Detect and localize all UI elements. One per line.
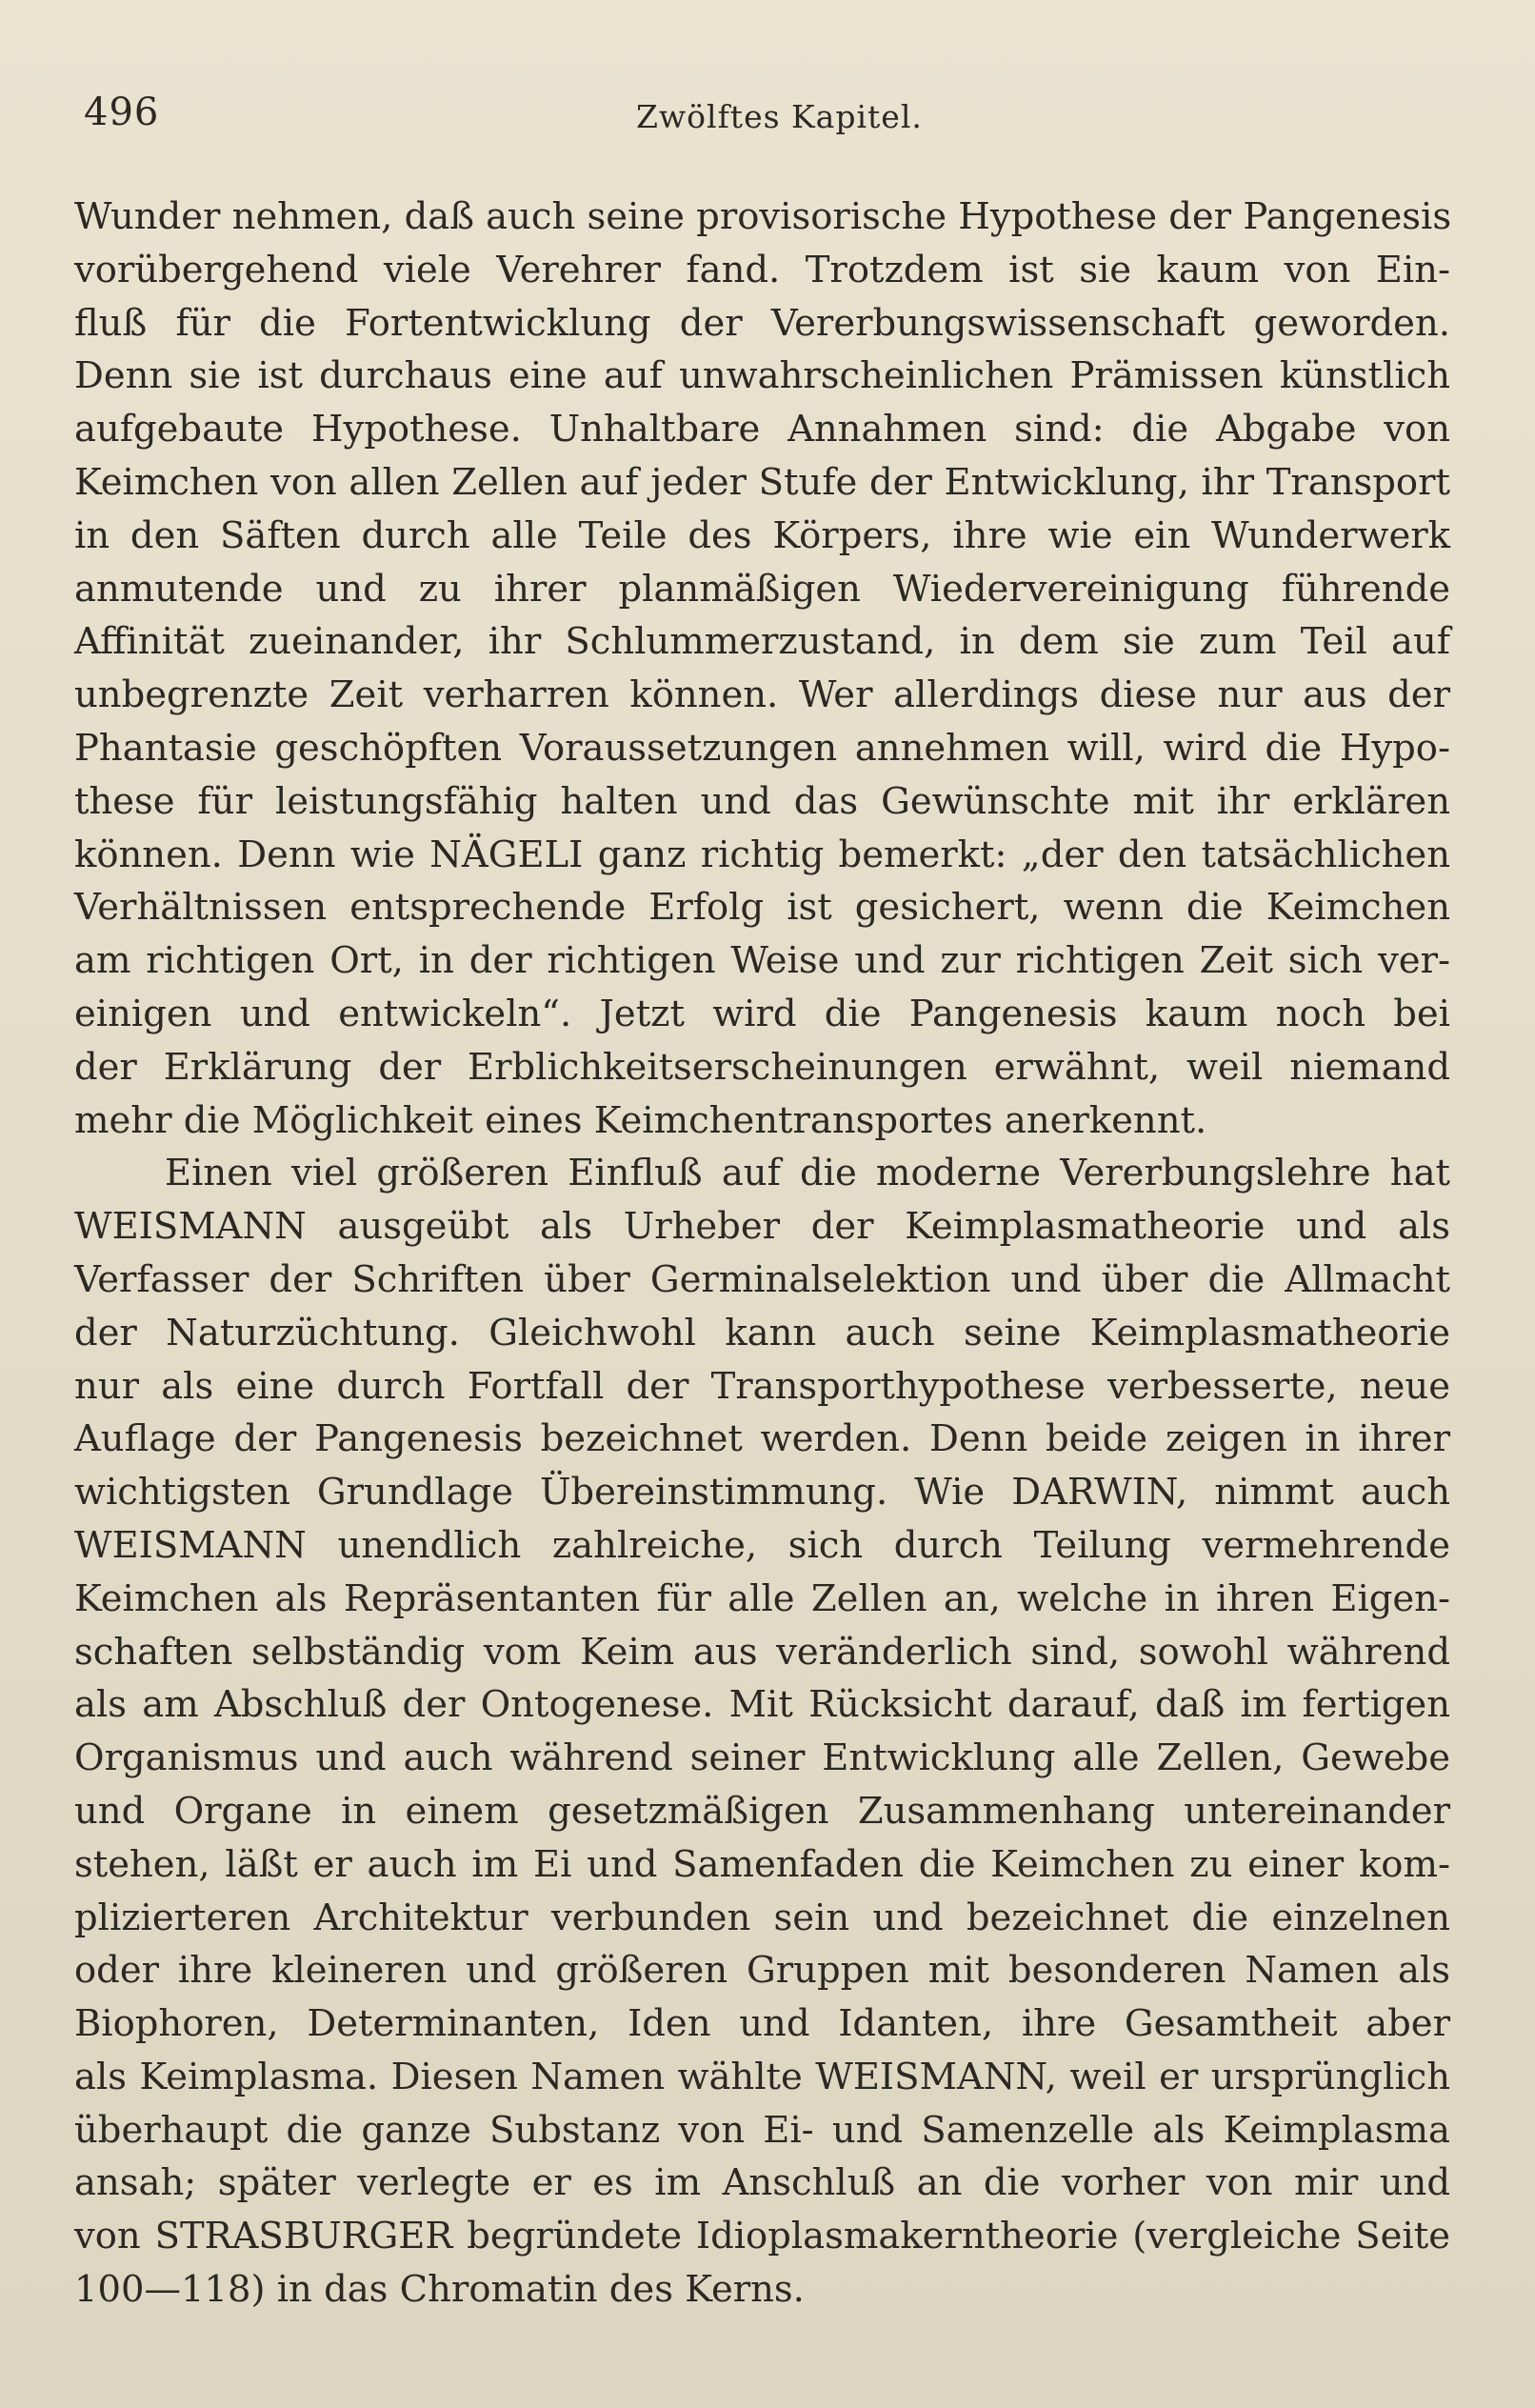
- text-line: WEISMANN ausgeübt als Urheber der Keimplasmatheorie und als: [74, 1205, 1450, 1249]
- text-line: oder ihre kleineren und größeren Gruppen mit besonderen Namen als: [74, 1949, 1450, 1993]
- text-line: am richtigen Ort, in der richtigen Weise und zur richtigen Zeit sich ver-: [74, 939, 1450, 983]
- body-text: [74, 191, 1450, 2317]
- text-line: unbegrenzte Zeit verharren können. Wer allerdings diese nur aus der: [74, 673, 1450, 717]
- running-header: [84, 90, 1440, 148]
- text-line: Einen viel größeren Einfluß auf die moderne Vererbungslehre hat: [165, 1152, 1450, 1195]
- text-line: als Keimplasma. Diesen Namen wählte WEISMANN, weil er ursprünglich: [74, 2055, 1450, 2098]
- text-line: ansah; später verlegte er es im Anschluß an die vorher von mir und: [74, 2161, 1450, 2205]
- text-line: Phantasie geschöpften Voraussetzungen annehmen will, wird die Hypo-: [74, 726, 1450, 770]
- text-line: Verhältnissen entsprechende Erfolg ist gesichert, wenn die Keimchen: [74, 886, 1450, 930]
- text-line: aufgebaute Hypothese. Unhaltbare Annahmen sind: die Abgabe von: [74, 408, 1450, 452]
- text-line: 100—118) in das Chromatin des Kerns.: [74, 2268, 805, 2312]
- text-line: Denn sie ist durchaus eine auf unwahrscheinlichen Prämissen künstlich: [74, 354, 1450, 398]
- text-line: Biophoren, Determinanten, Iden und Idanten, ihre Gesamtheit aber: [74, 2002, 1450, 2046]
- text-line: einigen und entwickeln“. Jetzt wird die Pangenesis kaum noch bei: [74, 992, 1450, 1035]
- text-line: der Erklärung der Erblichkeitserscheinungen erwähnt, weil niemand: [74, 1045, 1450, 1089]
- text-line: vorübergehend viele Verehrer fand. Trotzdem ist sie kaum von Ein-: [74, 248, 1450, 291]
- text-line: schaften selbständig vom Keim aus veränderlich sind, sowohl während: [74, 1630, 1450, 1674]
- text-line: können. Denn wie NÄGELI ganz richtig bemerkt: „der den tatsächlichen: [74, 833, 1450, 876]
- text-line: und Organe in einem gesetzmäßigen Zusammenhang untereinander: [74, 1789, 1450, 1833]
- text-line: als am Abschluß der Ontogenese. Mit Rücksicht darauf, daß im fertigen: [74, 1683, 1450, 1727]
- text-line: Organismus und auch während seiner Entwicklung alle Zellen, Gewebe: [74, 1736, 1450, 1780]
- text-line: Keimchen von allen Zellen auf jeder Stufe der Entwicklung, ihr Transport: [74, 460, 1450, 504]
- paragraph-1: [74, 191, 1450, 1147]
- paragraph-2: [74, 1147, 1450, 2317]
- chapter-title: Zwölftes Kapitel.: [636, 98, 923, 135]
- text-line: Auflage der Pangenesis bezeichnet werden. Denn beide zeigen in ihrer: [74, 1417, 1450, 1461]
- text-line: überhaupt die ganze Substanz von Ei- und Samenzelle als Keimplasma: [74, 2108, 1450, 2152]
- text-line: der Naturzüchtung. Gleichwohl kann auch seine Keimplasmatheorie: [74, 1311, 1450, 1354]
- text-line: wichtigsten Grundlage Übereinstimmung. Wie DARWIN, nimmt auch: [74, 1471, 1450, 1515]
- text-line: Verfasser der Schriften über Germinalselektion und über die Allmacht: [74, 1257, 1450, 1301]
- text-line: von STRASBURGER begründete Idioplasmakerntheorie (vergleiche Seite: [74, 2215, 1450, 2258]
- text-line: anmutende und zu ihrer planmäßigen Wiedervereinigung führende: [74, 567, 1450, 611]
- text-line: in den Säften durch alle Teile des Körpers, ihre wie ein Wunderwerk: [74, 513, 1450, 557]
- text-line: nur als eine durch Fortfall der Transporthypothese verbesserte, neue: [74, 1364, 1450, 1408]
- text-line: Wunder nehmen, daß auch seine provisorische Hypothese der Pangenesis: [74, 195, 1452, 238]
- text-line: plizierteren Architektur verbunden sein und bezeichnet die einzelnen: [74, 1896, 1450, 1939]
- text-line: stehen, läßt er auch im Ei und Samenfaden die Keimchen zu einer kom-: [74, 1842, 1450, 1886]
- text-line: Affinität zueinander, ihr Schlummerzustand, in dem sie zum Teil auf: [74, 620, 1450, 664]
- text-line: these für leistungsfähig halten und das Gewünschte mit ihr erklären: [74, 779, 1450, 823]
- text-line: WEISMANN unendlich zahlreiche, sich durch Teilung vermehrende: [74, 1523, 1450, 1567]
- text-line: mehr die Möglichkeit eines Keimchentransportes anerkennt.: [74, 1098, 1207, 1142]
- page-number: 496: [84, 90, 160, 134]
- text-line: Keimchen als Repräsentanten für alle Zellen an, welche in ihren Eigen-: [74, 1576, 1450, 1620]
- text-line: fluß für die Fortentwicklung der Vererbungswissenschaft geworden.: [74, 301, 1450, 345]
